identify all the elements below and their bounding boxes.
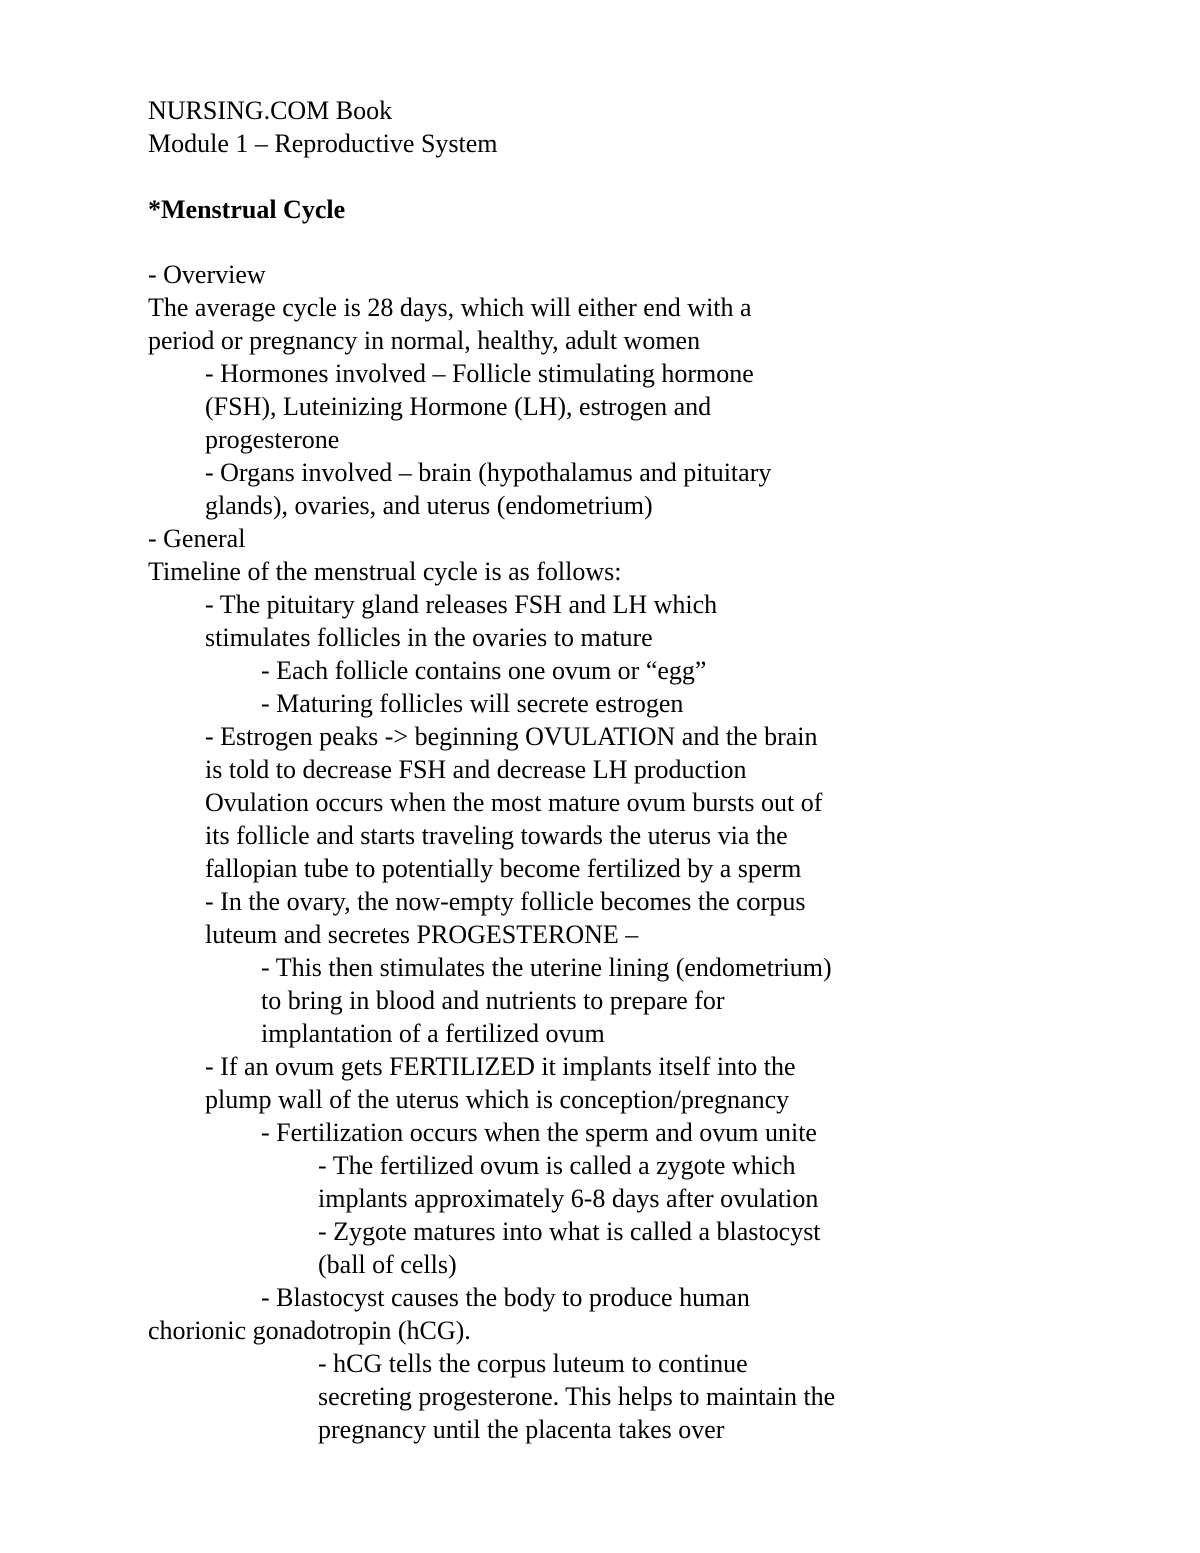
bullet-line: - The pituitary gland releases FSH and LH which (205, 590, 718, 619)
bullet-line: fallopian tube to potentially become fertilized by a sperm (205, 854, 802, 883)
body-line: chorionic gonadotropin (hCG). (148, 1316, 471, 1345)
module-title: Module 1 – Reproductive System (148, 129, 498, 158)
sub-bullet-line: - Maturing follicles will secrete estrogen (261, 689, 684, 718)
body-line: period or pregnancy in normal, healthy, adult women (148, 326, 701, 355)
body-line: The average cycle is 28 days, which will either end with a (148, 293, 752, 322)
sub-sub-bullet-line: - hCG tells the corpus luteum to continue (318, 1349, 748, 1378)
bullet-line: its follicle and starts traveling towards the uterus via the (205, 821, 788, 850)
section-heading: *Menstrual Cycle (148, 195, 346, 224)
bullet-line: - Organs involved – brain (hypothalamus and pituitary (205, 458, 772, 487)
bullet-line: - Estrogen peaks -> beginning OVULATION and the brain (205, 722, 818, 751)
bullet-line: stimulates follicles in the ovaries to mature (205, 623, 653, 652)
sub-bullet-line: implantation of a fertilized ovum (261, 1019, 605, 1048)
bullet-line: progesterone (205, 425, 340, 454)
bullet-line: is told to decrease FSH and decrease LH production (205, 755, 747, 784)
bullet-line: luteum and secretes PROGESTERONE – (205, 920, 639, 949)
bullet-line: - In the ovary, the now-empty follicle becomes the corpus (205, 887, 806, 916)
subheading-general: - General (148, 524, 246, 553)
sub-sub-bullet-line: implants approximately 6-8 days after ovulation (318, 1184, 819, 1213)
sub-bullet-line: - Fertilization occurs when the sperm and ovum unite (261, 1118, 817, 1147)
sub-sub-bullet-line: secreting progesterone. This helps to maintain the (318, 1382, 836, 1411)
subheading-overview: - Overview (148, 260, 266, 289)
sub-bullet-line: - Blastocyst causes the body to produce human (261, 1283, 750, 1312)
book-title: NURSING.COM Book (148, 96, 393, 125)
bullet-line: - Hormones involved – Follicle stimulating hormone (205, 359, 754, 388)
sub-sub-bullet-line: (ball of cells) (318, 1250, 457, 1279)
body-line: Timeline of the menstrual cycle is as follows: (148, 557, 622, 586)
bullet-line: Ovulation occurs when the most mature ovum bursts out of (205, 788, 823, 817)
sub-sub-bullet-line: - The fertilized ovum is called a zygote which (318, 1151, 796, 1180)
sub-bullet-line: - Each follicle contains one ovum or “egg” (261, 656, 707, 685)
sub-bullet-line: - This then stimulates the uterine lining (endometrium) (261, 953, 832, 982)
bullet-line: - If an ovum gets FERTILIZED it implants itself into the (205, 1052, 796, 1081)
sub-sub-bullet-line: pregnancy until the placenta takes over (318, 1415, 725, 1444)
sub-sub-bullet-line: - Zygote matures into what is called a blastocyst (318, 1217, 821, 1246)
bullet-line: plump wall of the uterus which is conception/pregnancy (205, 1085, 790, 1114)
bullet-line: glands), ovaries, and uterus (endometrium) (205, 491, 653, 520)
bullet-line: (FSH), Luteinizing Hormone (LH), estrogen and (205, 392, 712, 421)
sub-bullet-line: to bring in blood and nutrients to prepare for (261, 986, 725, 1015)
